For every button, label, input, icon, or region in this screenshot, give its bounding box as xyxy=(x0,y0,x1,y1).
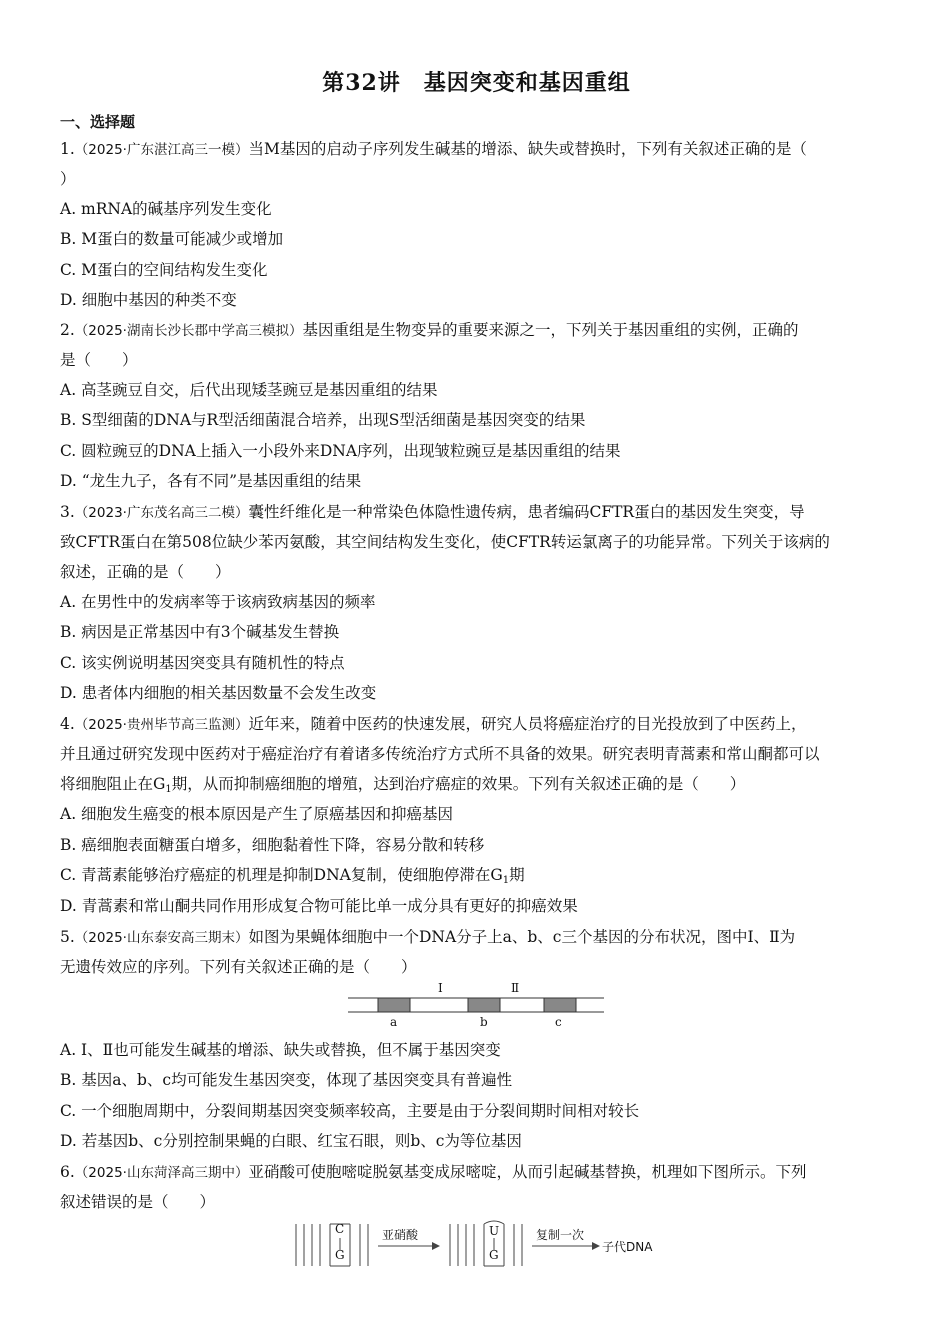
nitrous-acid-mechanism-figure xyxy=(294,1220,694,1268)
question-5-option-a: A. Ⅰ、Ⅱ也可能发生碱基的增添、缺失或替换，但不属于基因突变 xyxy=(60,1041,501,1059)
question-3-stem-line2: 致CFTR蛋白在第508位缺少苯丙氨酸，其空间结构发生变化，使CFTR转运氯离子的功能异常。下列关于该病的 xyxy=(60,533,830,551)
label-gene-a: a xyxy=(390,1015,398,1029)
label-gene-c: c xyxy=(555,1015,562,1029)
question-number: 2. xyxy=(60,321,75,339)
dna-gene-distribution-figure xyxy=(348,981,604,1031)
question-source: （2025·广东湛江高三一模） xyxy=(74,142,249,158)
question-2-stem-line1: 2.（2025·湖南长沙长郡中学高三模拟）基因重组是生物变异的重要来源之一，下列关于基因重组的实例，正确的 xyxy=(60,321,799,339)
question-number: 4. xyxy=(60,715,75,733)
label-segment-II: Ⅱ xyxy=(511,981,520,995)
question-4-option-c: C. 青蒿素能够治疗癌症的机理是抑制DNA复制，使细胞停滞在$G_1$期 xyxy=(60,866,525,886)
question-3-stem-line1: 3.（2023·广东茂名高三二模）囊性纤维化是一种常染色体隐性遗传病，患者编码CFTR蛋白的基因发生突变，导 xyxy=(60,503,805,521)
question-2-option-b: B. S型细菌的DNA与R型活细菌混合培养，出现S型活细菌是基因突变的结果 xyxy=(60,411,586,429)
question-1-option-b: B. M蛋白的数量可能减少或增加 xyxy=(60,230,284,248)
question-5-option-b: B. 基因a、b、c均可能发生基因突变，体现了基因突变具有普遍性 xyxy=(60,1071,513,1089)
question-3-option-a: A. 在男性中的发病率等于该病致病基因的频率 xyxy=(60,593,376,611)
gene-b-segment xyxy=(468,998,500,1012)
base-c: C xyxy=(335,1222,345,1236)
label-replicate-once: 复制一次 xyxy=(536,1228,585,1242)
question-3-stem-line3: 叙述，正确的是（ ） xyxy=(60,563,231,581)
question-6-stem-line2: 叙述错误的是（ ） xyxy=(60,1193,216,1211)
question-1-option-a: A. mRNA的碱基序列发生变化 xyxy=(60,200,272,218)
question-2-option-c: C. 圆粒豌豆的DNA上插入一小段外来DNA序列，出现皱粒豌豆是基因重组的结果 xyxy=(60,442,621,460)
question-3-option-c: C. 该实例说明基因突变具有随机性的特点 xyxy=(60,654,345,672)
base-u: U xyxy=(489,1224,500,1238)
question-number: 1. xyxy=(60,140,75,158)
label-nitrous-acid: 亚硝酸 xyxy=(382,1228,419,1242)
question-1-option-d: D. 细胞中基因的种类不变 xyxy=(60,291,237,309)
question-number: 5. xyxy=(60,928,75,946)
question-4-stem-line3: 将细胞阻止在$G_1$期，从而抑制癌细胞的增殖，达到治疗癌症的效果。下列有关叙述正确的是（ ） xyxy=(60,775,746,795)
base-g: G xyxy=(335,1248,345,1262)
question-3-option-d: D. 患者体内细胞的相关基因数量不会发生改变 xyxy=(60,684,377,702)
question-3-option-b: B. 病因是正常基因中有3个碱基发生替换 xyxy=(60,623,340,641)
question-4-option-d: D. 青蒿素和常山酮共同作用形成复合物可能比单一成分具有更好的抑癌效果 xyxy=(60,897,578,915)
dna-strand-diagram xyxy=(348,985,604,1031)
question-4-stem-line2: 并且通过研究发现中医药对于癌症治疗有着诸多传统治疗方式所不具备的效果。研究表明青蒿素和常山酮都可以 xyxy=(60,745,820,763)
section-heading: 一、选择题 xyxy=(60,113,136,131)
gene-a-segment xyxy=(378,998,410,1012)
question-5-option-d: D. 若基因b、c分别控制果蝇的白眼、红宝石眼，则b、c为等位基因 xyxy=(60,1132,522,1150)
question-5-stem-line1: 5.（2025·山东泰安高三期末）如图为果蝇体细胞中一个DNA分子上a、b、c三个基因的分布状况，图中Ⅰ、Ⅱ为 xyxy=(60,928,796,946)
base-g: G xyxy=(489,1248,499,1262)
question-source: （2025·贵州毕节高三监测） xyxy=(74,717,249,733)
question-source: （2025·湖南长沙长郡中学高三模拟） xyxy=(74,323,303,339)
page-title: 第32讲 基因突变和基因重组 xyxy=(322,70,631,96)
label-daughter-dna: 子代DNA xyxy=(602,1240,653,1254)
question-1-option-c: C. M蛋白的空间结构发生变化 xyxy=(60,261,268,279)
question-1-stem-line2: ） xyxy=(60,170,76,188)
question-2-option-a: A. 高茎豌豆自交，后代出现矮茎豌豆是基因重组的结果 xyxy=(60,381,438,399)
question-4-option-b: B. 癌细胞表面糖蛋白增多，细胞黏着性下降，容易分散和转移 xyxy=(60,836,485,854)
question-source: （2025·山东菏泽高三期中） xyxy=(74,1165,249,1181)
question-5-option-c: C. 一个细胞周期中，分裂间期基因突变频率较高，主要是由于分裂间期时间相对较长 xyxy=(60,1102,640,1120)
question-5-stem-line2: 无遗传效应的序列。下列有关叙述正确的是（ ） xyxy=(60,958,417,976)
question-number: 3. xyxy=(60,503,75,521)
question-2-option-d: D. “龙生九子，各有不同”是基因重组的结果 xyxy=(60,472,362,490)
question-6-stem-line1: 6.（2025·山东菏泽高三期中）亚硝酸可使胞嘧啶脱氨基变成尿嘧啶，从而引起碱基替换，机理如下图所示。下列 xyxy=(60,1163,807,1181)
label-segment-I: Ⅰ xyxy=(438,981,443,995)
question-number: 6. xyxy=(60,1163,75,1181)
question-source: （2023·广东茂名高三二模） xyxy=(74,505,249,521)
question-4-option-a: A. 细胞发生癌变的根本原因是产生了原癌基因和抑癌基因 xyxy=(60,805,454,823)
gene-c-segment xyxy=(544,998,576,1012)
question-1-stem-line1: 1.（2025·广东湛江高三一模）当M基因的启动子序列发生碱基的增添、缺失或替换时，下列有关叙述正确的是（ xyxy=(60,140,807,158)
question-2-stem-line2: 是（ ） xyxy=(60,351,138,369)
question-source: （2025·山东泰安高三期末） xyxy=(74,930,249,946)
label-gene-b: b xyxy=(480,1015,488,1029)
question-4-stem-line1: 4.（2025·贵州毕节高三监测）近年来，随着中医药的快速发展，研究人员将癌症治疗的目光投放到了中医药上， xyxy=(60,715,807,733)
